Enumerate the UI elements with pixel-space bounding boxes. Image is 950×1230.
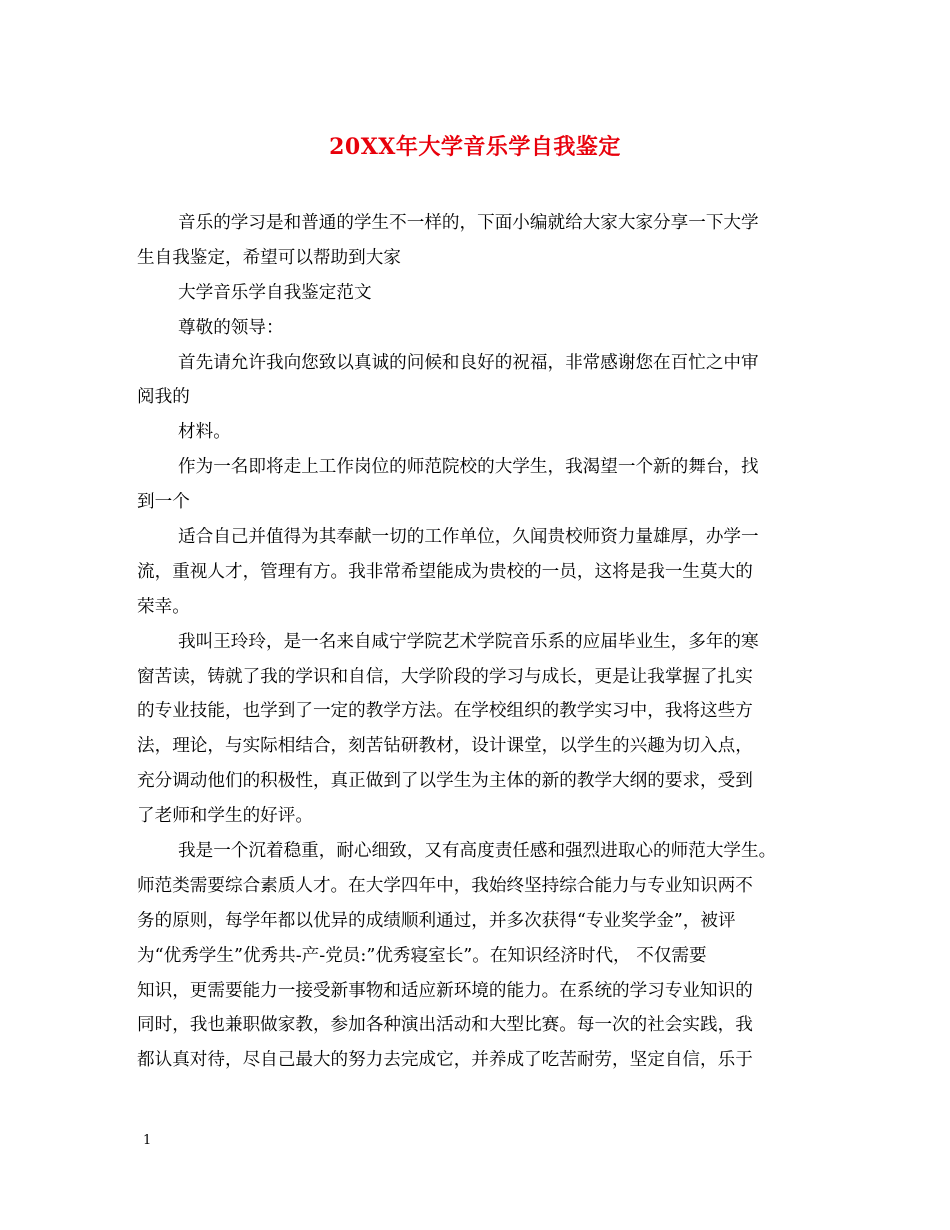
text-line: 同时，我也兼职做家教，参加各种演出活动和大型比赛。每一次的社会实践，我 [137,1015,753,1036]
text-line: 师范类需要综合素质人才。在大学四年中，我始终坚持综合能力与专业知识两不 [137,875,753,896]
text-line: 生自我鉴定，希望可以帮助到大家 [137,247,401,268]
text-line: 作为一名即将走上工作岗位的师范院校的大学生，我渴望一个新的舞台，找 [178,457,759,478]
text-line: 了老师和学生的好评。 [137,806,313,827]
document-title: 20XX年大学音乐学自我鉴定 [329,134,621,160]
text-line: 法，理论，与实际相结合，刻苦钻研教材，设计课堂，以学生的兴趣为切入点， [137,736,753,757]
text-line: 窗苦读，铸就了我的学识和自信，大学阶段的学习与成长，更是让我掌握了扎实 [137,666,753,687]
text-line: 大学音乐学自我鉴定范文 [178,282,372,303]
text-line: 音乐的学习是和普通的学生不一样的，下面小编就给大家大家分享一下大学 [178,213,759,233]
text-line: 为“优秀学生”优秀共-产-党员:”优秀寝室长”。在知识经济时代， 不仅需要 [137,945,707,966]
text-line: 尊敬的领导： [178,317,284,338]
page-number: 1 [143,1133,152,1148]
document-body [137,206,820,1078]
text-line: 充分调动他们的积极性，真正做到了以学生为主体的新的教学大纲的要求，受到 [137,771,753,792]
text-line: 材料。 [178,422,231,443]
text-line: 都认真对待，尽自己最大的努力去完成它，并养成了吃苦耐劳，坚定自信，乐于 [137,1050,753,1071]
text-line: 适合自己并值得为其奉献一切的工作单位，久闻贵校师资力量雄厚，办学一 [178,527,759,548]
text-line: 我是一个沉着稳重，耐心细致，又有高度责任感和强烈进取心的师范大学生。 [178,841,777,862]
text-line: 的专业技能，也学到了一定的教学方法。在学校组织的教学实习中，我将这些方 [137,701,753,722]
text-line: 我叫王玲玲，是一名来自咸宁学院艺术学院音乐系的应届毕业生，多年的寒 [178,631,759,652]
text-line: 务的原则，每学年都以优异的成绩顺利通过，并多次获得“专业奖学金”，被评 [137,910,736,931]
text-line: 阅我的 [137,387,190,408]
text-line: 知识，更需要能力一接受新事物和适应新环境的能力。在系统的学习专业知识的 [137,980,753,1001]
text-line: 流，重视人才，管理有方。我非常希望能成为贵校的一员，这将是我一生莫大的 [137,561,753,582]
text-line: 到一个 [137,492,190,513]
text-line: 首先请允许我向您致以真诚的问候和良好的祝福，非常感谢您在百忙之中审 [178,352,759,373]
text-line: 荣幸。 [137,596,190,617]
